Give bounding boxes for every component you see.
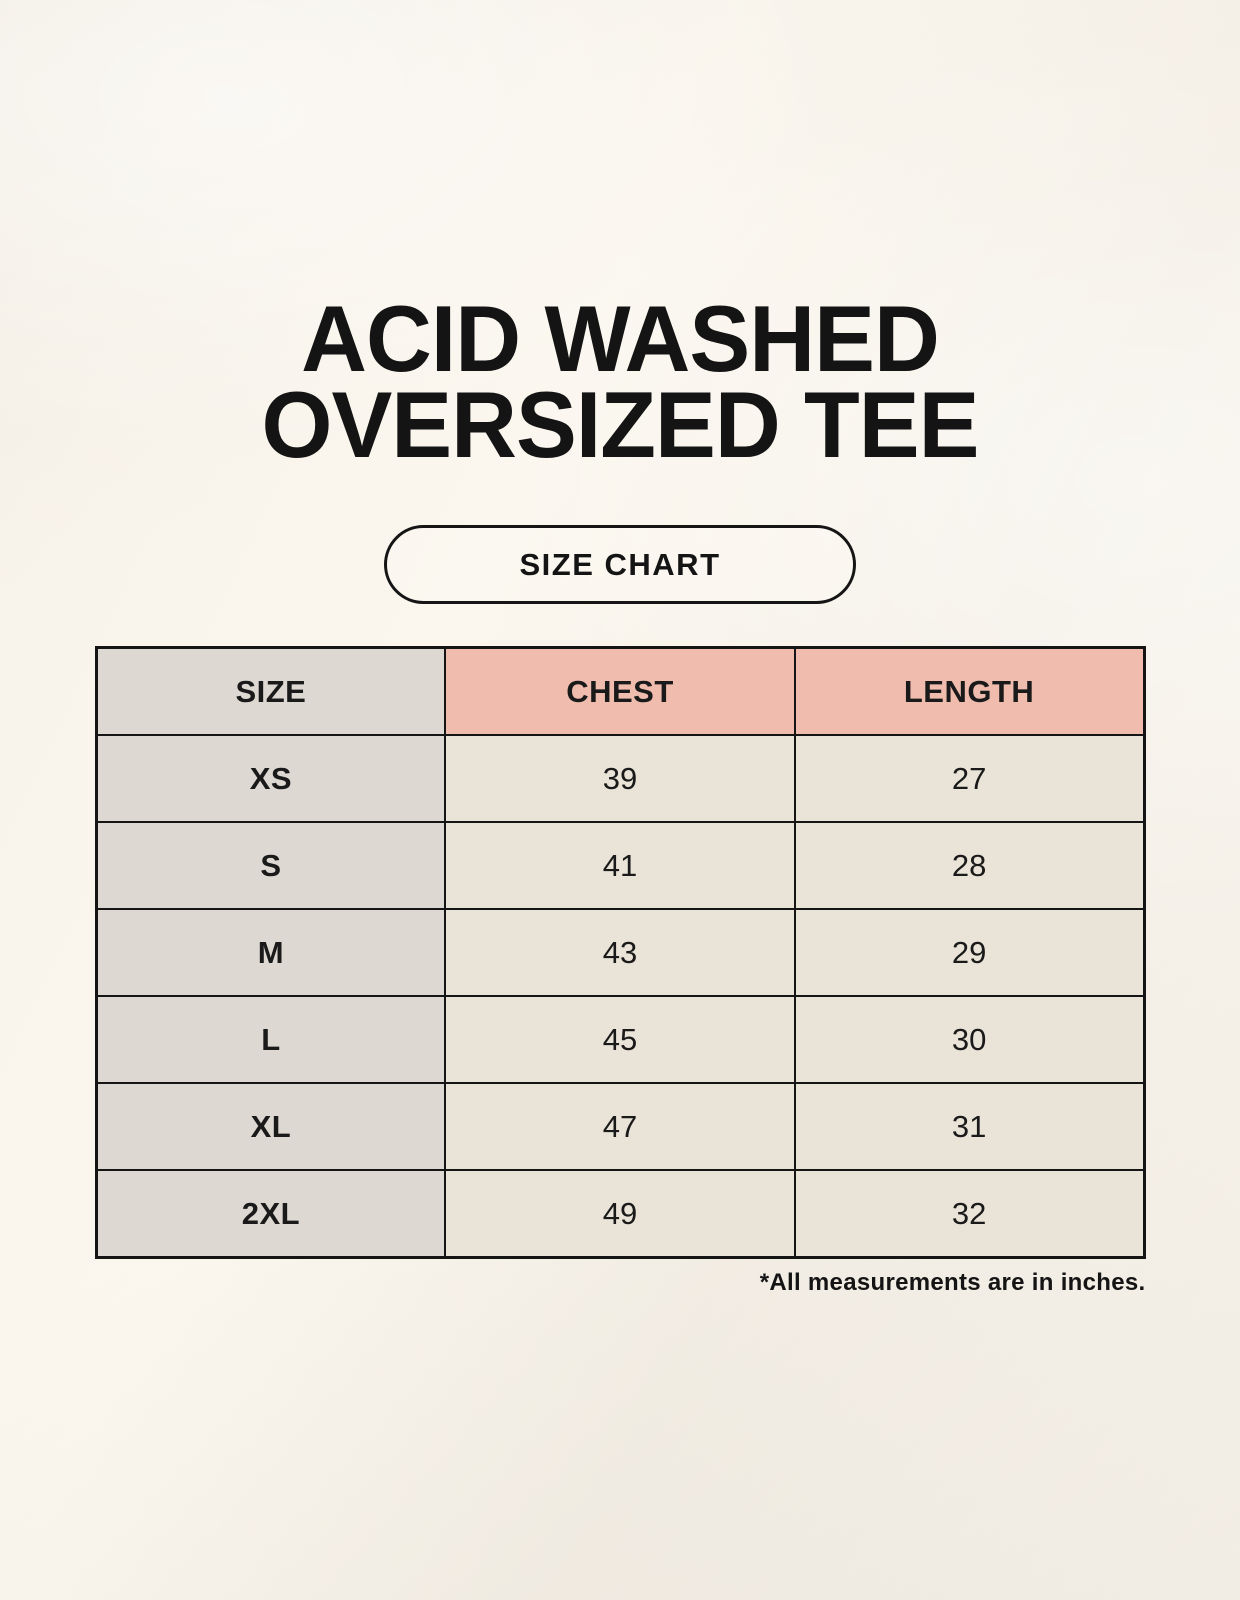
chest-value-xs: 39 <box>445 735 794 822</box>
measurements-footnote: *All measurements are in inches. <box>759 1269 1146 1296</box>
table-row-s <box>96 822 1144 909</box>
page-title-line-1: ACID WASHED <box>301 286 939 391</box>
size-chart-table <box>95 646 1146 1259</box>
length-value-l: 30 <box>795 996 1144 1083</box>
length-value-2xl: 32 <box>795 1170 1144 1258</box>
size-chart-button[interactable]: SIZE CHART <box>384 525 856 604</box>
length-value-xs: 27 <box>795 735 1144 822</box>
chest-value-m: 43 <box>445 909 794 996</box>
length-value-s: 28 <box>795 822 1144 909</box>
column-header-length: LENGTH <box>795 648 1144 736</box>
size-label-xs: XS <box>96 735 445 822</box>
page-title <box>19 286 1222 477</box>
table-row-xs <box>96 735 1144 822</box>
chest-value-xl: 47 <box>445 1083 794 1170</box>
column-header-size: SIZE <box>96 648 445 736</box>
table-row-xl <box>96 1083 1144 1170</box>
size-label-xl: XL <box>96 1083 445 1170</box>
table-row-l <box>96 996 1144 1083</box>
size-label-2xl: 2XL <box>96 1170 445 1258</box>
size-label-l: L <box>96 996 445 1083</box>
table-header-row <box>96 648 1144 736</box>
chest-value-l: 45 <box>445 996 794 1083</box>
chest-value-2xl: 49 <box>445 1170 794 1258</box>
page-title-line-2: OVERSIZED TEE <box>261 372 979 477</box>
size-label-m: M <box>96 909 445 996</box>
column-header-chest: CHEST <box>445 648 794 736</box>
length-value-xl: 31 <box>795 1083 1144 1170</box>
chest-value-s: 41 <box>445 822 794 909</box>
table-row-2xl <box>96 1170 1144 1258</box>
size-label-s: S <box>96 822 445 909</box>
length-value-m: 29 <box>795 909 1144 996</box>
table-row-m <box>96 909 1144 996</box>
